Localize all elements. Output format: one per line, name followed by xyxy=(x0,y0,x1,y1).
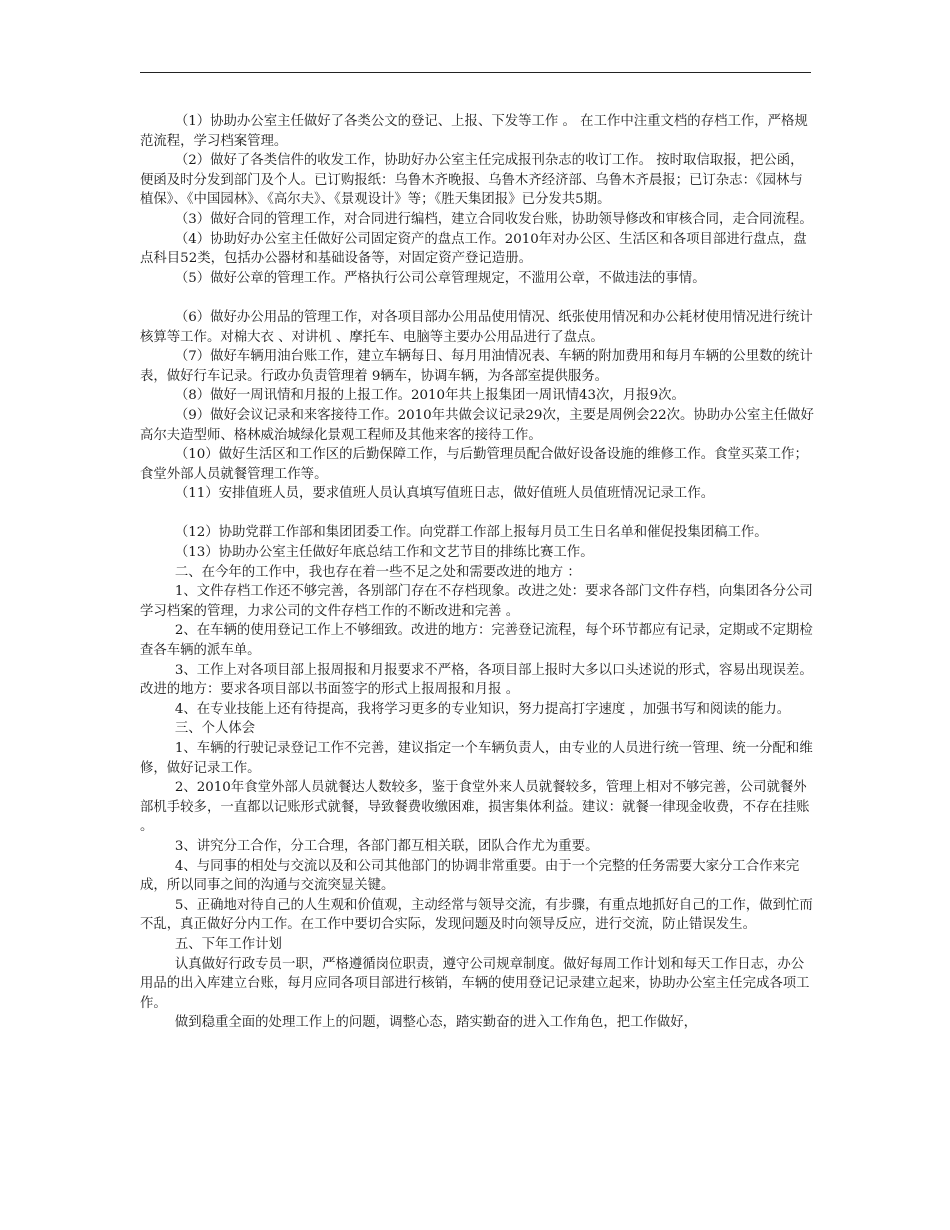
paragraph-11: （11）安排值班人员，要求值班人员认真填写值班日志，做好值班人员值班情况记录工作。 xyxy=(174,486,715,502)
header-rule xyxy=(140,72,811,73)
section-heading-improvements: 二、在今年的工作中，我也存在着一些不足之处和需要改进的地方 ： xyxy=(174,564,581,580)
section-heading-personal-experience: 三、个人体会 xyxy=(174,721,256,737)
document-body xyxy=(140,112,814,1033)
paragraph-3: （3）做好合同的管理工作，对合同进行编档，建立合同收发台账，协助领导修改和审核合同，走合同流程。 xyxy=(174,211,813,227)
paragraph-5: （5）做好公章的管理工作。严格执行公司公章管理规定，不滥用公章，不做违法的事情。 xyxy=(174,270,706,286)
paragraph-13: （13）协助办公室主任做好年底总结工作和文艺节目的排练比赛工作。 xyxy=(174,545,594,561)
paragraph-6: （6）做好办公用品的管理工作，对各项目部办公用品使用情况、纸张使用情况和办公耗材使用情况进行统计核算等工作。对棉大衣 、对讲机 、摩托车、电脑等主要办公用品进行了盘点。 xyxy=(140,309,813,345)
paragraph-9: （9）做好会议记录和来客接待工作。2010年共做会议记录29次，主要是周例会22次。协助办公室主任做好高尔夫造型师、格林威治城绿化景观工程师及其他来客的接待工作。 xyxy=(140,407,814,443)
section-heading-next-year-plan: 五、下年工作计划 xyxy=(174,936,282,952)
paragraph-2: （2）做好了各类信件的收发工作，协助好办公室主任完成报刊杂志的收订工作。 按时取信取报，把公函，便函及时分发到部门及个人。已订购报纸：乌鲁木齐晚报、乌鲁木齐经济部、乌鲁木齐晨报；已订杂志：《园林与植保》、《中国园林》、《高尔夫》、《景观设计》等；《胜天集团报》已分发共5期。 xyxy=(140,153,804,208)
experience-1: 1、车辆的行驶记录登记工作不完善，建议指定一个车辆负责人，由专业的人员进行统一管理、统一分配和维修，做好记录工作。 xyxy=(140,741,813,776)
experience-2: 2、2010年食堂外部人员就餐达人数较多，鉴于食堂外来人员就餐较多，管理上相对不够完善，公司就餐外部机手较多，一直都以记账形式就餐，导致餐费收缴困难，损害集体利益。建议：就餐一律现金收费，不存在挂账 。 xyxy=(140,780,810,835)
improvement-3: 3、工作上对各项目部上报周报和月报要求不严格，各项目部上报时大多以口头述说的形式，容易出现误差。改进的地方：要求各项目部以书面签字的形式上报周报和月报 。 xyxy=(140,662,813,698)
improvement-2: 2、在车辆的使用登记工作上不够细致。改进的地方：完善登记流程，每个环节都应有记录，定期或不定期检查各车辆的派车单。 xyxy=(140,623,813,659)
paragraph-12: （12）协助党群工作部和集团团委工作。向党群工作部上报每月员工生日名单和催促投集团稿工作。 xyxy=(174,525,768,541)
improvement-1: 1、文件存档工作还不够完善，各别部门存在不存档现象。改进之处：要求各部门文件存档，向集团各分公司学习档案的管理，力求公司的文件存档工作的不断改进和完善 。 xyxy=(140,584,813,619)
paragraph-4: （4）协助好办公室主任做好公司固定资产的盘点工作。2010年对办公区、生活区和各项目部进行盘点，盘点科目52类，包括办公器材和基础设备等，对固定资产登记造册。 xyxy=(140,231,807,267)
experience-5: 5、正确地对待自己的人生观和价值观，主动经常与领导交流，有步骤，有重点地抓好自己的工作，做到忙而不乱，真正做好分内工作。在工作中要切合实际，发现问题及时向领导反应，进行交流，防止错误发生。 xyxy=(140,897,813,933)
experience-3: 3、讲究分工合作，分工合理，各部门都互相关联，团队合作尤为重要。 xyxy=(174,838,599,854)
paragraph-10: （10）做好生活区和工作区的后勤保障工作，与后勤管理员配合做好设备设施的维修工作。食堂买菜工作；食堂外部人员就餐管理工作等。 xyxy=(140,447,808,482)
plan-paragraph-2: 做到稳重全面的处理工作上的问题，调整心态，踏实勤奋的进入工作角色，把工作做好， xyxy=(174,1015,698,1031)
paragraph-8: （8）做好一周讯情和月报的上报工作。2010年共上报集团一周讯情43次，月报9次。 xyxy=(174,388,685,404)
plan-paragraph-1: 认真做好行政专员一职，严格遵循岗位职责，遵守公司规章制度。做好每周工作计划和每天工作日志，办公用品的出入库建立台账，每月应同各项目部进行核销，车辆的使用登记记录建立起来，协助办公室主任完成各项工作。 xyxy=(140,956,810,1011)
improvement-4: 4、在专业技能上还有待提高，我将学习更多的专业知识，努力提高打字速度 ，加强书写和阅读的能力。 xyxy=(174,701,791,717)
paragraph-1: （1）协助办公室主任做好了各类公文的登记、上报、下发等工作 。 在工作中注重文档的存档工作，严格规范流程，学习档案管理。 xyxy=(140,114,808,149)
paragraph-7: （7）做好车辆用油台账工作，建立车辆每日、每月用油情况表、车辆的附加费用和每月车辆的公里数的统计表，做好行车记录。行政办负责管理着 9辆车，协调车辆，为各部室提供服务。 xyxy=(140,349,813,384)
experience-4: 4、与同事的相处与交流以及和公司其他部门的协调非常重要。由于一个完整的任务需要大家分工合作来完成，所以同事之间的沟通与交流突显关键。 xyxy=(140,858,800,894)
